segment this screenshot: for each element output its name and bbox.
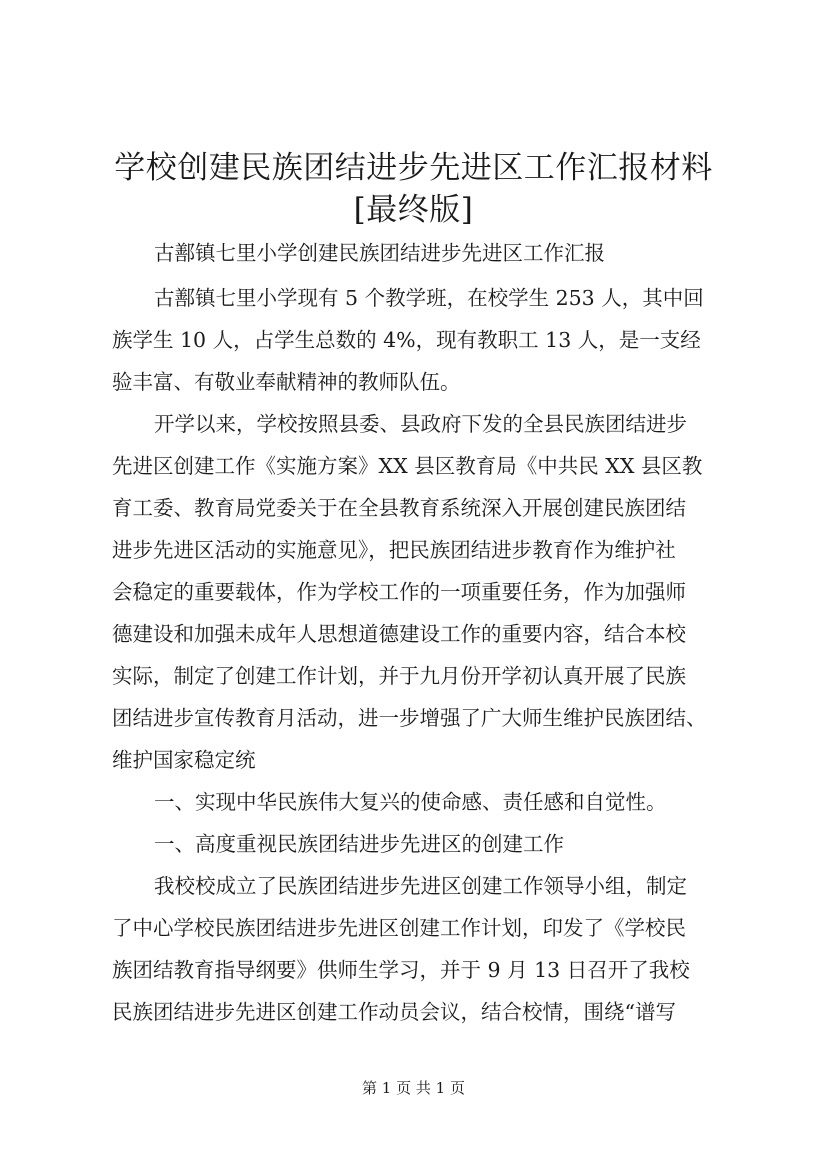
document-title: 学校创建民族团结进步先进区工作汇报材料 (114, 150, 713, 186)
paragraph-line: 开学以来，学校按照县委、县政府下发的全县民族团结进步 (154, 412, 687, 436)
paragraph-line: 我校校成立了民族团结进步先进区创建工作领导小组，制定 (154, 874, 687, 898)
subtitle-line: 古鄯镇七里小学创建民族团结进步先进区工作汇报 (154, 241, 605, 265)
paragraph-line: 会稳定的重要载体，作为学校工作的一项重要任务，作为加强师 (112, 580, 686, 604)
paragraph-line: 族团结教育指导纲要》供师生学习，并于 9 月 13 日召开了我校 (112, 958, 690, 982)
paragraph-line: 团结进步宣传教育月活动，进一步增强了广大师生维护民族团结、 (112, 706, 707, 730)
paragraph-line: 古鄯镇七里小学现有 5 个教学班，在校学生 253 人，其中回 (154, 286, 704, 310)
paragraph-line: 族学生 10 人，占学生总数的 4%，现有教职工 13 人，是一支经 (112, 328, 701, 352)
paragraph-line: 民族团结进步先进区创建工作动员会议，结合校情，围绕“谱写 (112, 1000, 676, 1024)
paragraph-line: 进步先进区活动的实施意见》，把民族团结进步教育作为维护社 (112, 538, 676, 562)
paragraph-line: 先进区创建工作《实施方案》XX 县区教育局《中共民 XX 县区教 (112, 454, 703, 478)
paragraph-line: 实际，制定了创建工作计划，并于九月份开学初认真开展了民族 (112, 664, 686, 688)
paragraph-line: 育工委、教育局党委关于在全县教育系统深入开展创建民族团结 (112, 496, 686, 520)
document-title-version: [最终版] (353, 192, 474, 228)
paragraph-line: 维护国家稳定统 (112, 748, 256, 772)
heading-line: 一、实现中华民族伟大复兴的使命感、责任感和自觉性。 (154, 790, 667, 814)
paragraph-line: 验丰富、有敬业奉献精神的教师队伍。 (112, 370, 461, 394)
paragraph-line: 德建设和加强未成年人思想道德建设工作的重要内容，结合本校 (112, 622, 686, 646)
page-footer: 第 1 页 共 1 页 (362, 1079, 465, 1097)
paragraph-line: 了中心学校民族团结进步先进区创建工作计划，印发了《学校民 (112, 916, 686, 940)
heading-line: 一、高度重视民族团结进步先进区的创建工作 (154, 832, 564, 856)
